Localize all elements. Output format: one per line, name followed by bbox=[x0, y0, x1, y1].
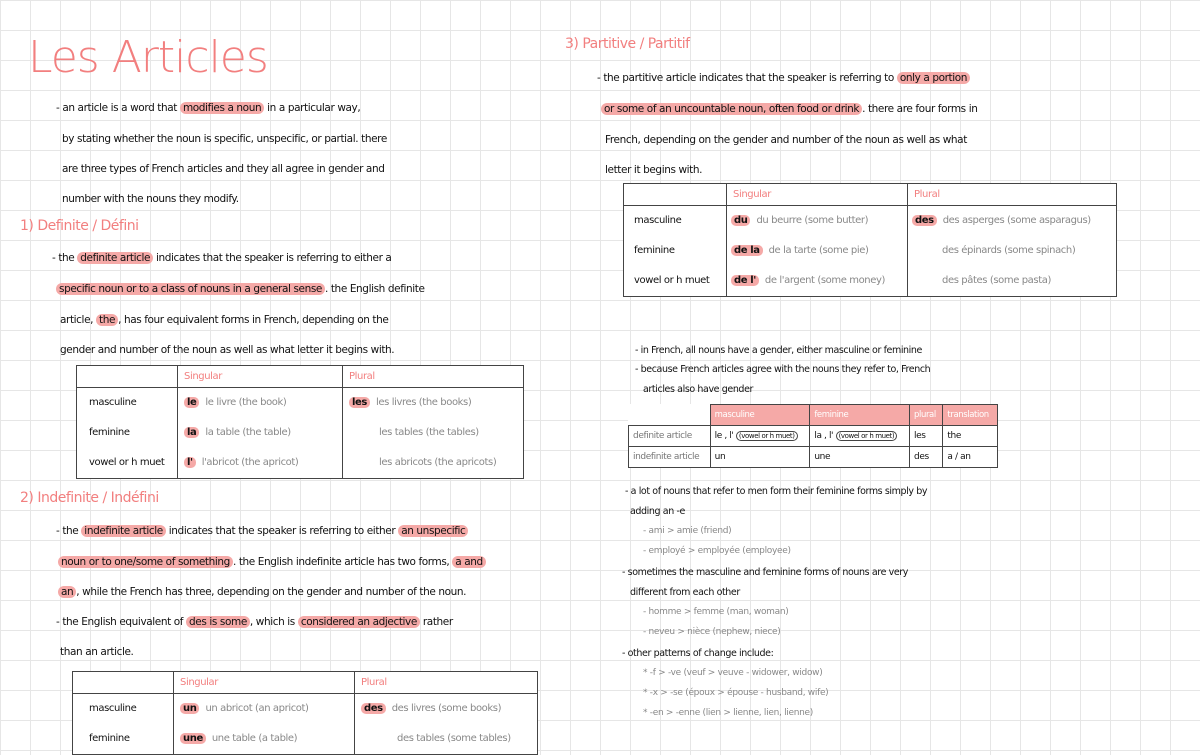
summary-cell: a / an bbox=[943, 446, 998, 467]
example: des asperges (some asparagus) bbox=[942, 215, 1091, 226]
row-label: masculine bbox=[634, 215, 682, 226]
note-line: adding an -e bbox=[630, 506, 685, 517]
article: du bbox=[731, 215, 750, 226]
note-example: - homme > femme (man, woman) bbox=[643, 607, 789, 617]
row-label: feminine bbox=[89, 733, 130, 744]
intro-line-1: - an article is a word that modifies a noun in a particular way, bbox=[56, 102, 361, 114]
partitive-article-table bbox=[623, 183, 1117, 297]
summary-cell: les bbox=[910, 425, 943, 446]
article: des bbox=[361, 703, 386, 714]
highlight: a and bbox=[452, 556, 486, 568]
row-label: feminine bbox=[89, 427, 130, 438]
definite-line-4: gender and number of the noun as well as what letter it begins with. bbox=[60, 344, 395, 356]
summary-row-label: indefinite article bbox=[629, 446, 711, 467]
article: le bbox=[184, 397, 199, 408]
row-label: masculine bbox=[89, 397, 137, 408]
summary-cell: la , l' bbox=[814, 430, 834, 441]
definite-article-table bbox=[76, 365, 524, 479]
example: le livre (the book) bbox=[205, 397, 287, 408]
note-line: - in French, all nouns have a gender, either masculine or feminine bbox=[635, 345, 922, 356]
indefinite-line-5: than an article. bbox=[60, 646, 134, 658]
gender-summary-table bbox=[628, 404, 998, 468]
summary-cell: the bbox=[943, 425, 998, 446]
intro-line-4: number with the nouns they modify. bbox=[62, 193, 239, 205]
intro-line-3: are three types of French articles and they all agree in gender and bbox=[62, 163, 385, 175]
note-example: * -x > -se (époux > épouse - husband, wife) bbox=[643, 688, 829, 698]
highlight: noun or to one/some of something bbox=[58, 556, 233, 568]
highlight: definite article bbox=[77, 252, 153, 264]
note-line: - because French articles agree with the nouns they refer to, French bbox=[635, 364, 931, 375]
highlight: specific noun or to a class of nouns in a general sense bbox=[56, 283, 325, 295]
note-line: - sometimes the masculine and feminine forms of nouns are very bbox=[622, 567, 909, 578]
note-line: articles also have gender bbox=[643, 384, 754, 395]
example: du beurre (some butter) bbox=[756, 215, 869, 226]
plural-header: Plural bbox=[355, 672, 538, 694]
definite-line-3: article, the , has four equivalent forms in French, depending on the bbox=[60, 314, 389, 326]
definite-line-2: specific noun or to a class of nouns in a general sense . the English definite bbox=[56, 283, 425, 295]
indefinite-line-2: noun or to one/some of something . the English indefinite article has two forms, a and bbox=[58, 556, 486, 568]
summary-note: (vowel or h muet) bbox=[736, 431, 798, 441]
note-line: - other patterns of change include: bbox=[622, 648, 774, 659]
row-label: vowel or h muet bbox=[89, 457, 165, 468]
singular-header: Singular bbox=[727, 184, 908, 206]
intro-line-2: by stating whether the noun is specific, unspecific, or partial. there bbox=[62, 133, 387, 145]
indefinite-article-table bbox=[72, 671, 538, 755]
row-label: vowel or h muet bbox=[634, 275, 710, 286]
example: une table (a table) bbox=[211, 733, 298, 744]
note-line: different from each other bbox=[630, 587, 740, 598]
example: la table (the table) bbox=[205, 427, 291, 438]
highlight: an bbox=[58, 586, 76, 598]
partitive-line-4: letter it begins with. bbox=[605, 164, 703, 176]
summary-cell: un bbox=[710, 446, 810, 467]
summary-header: masculine bbox=[710, 405, 810, 426]
example: des livres (some books) bbox=[391, 703, 502, 714]
plural-header: Plural bbox=[343, 366, 524, 388]
example: de la tarte (some pie) bbox=[768, 245, 869, 256]
example: des tables (some tables) bbox=[397, 733, 511, 744]
example: l'abricot (the apricot) bbox=[201, 457, 299, 468]
example: des pâtes (some pasta) bbox=[942, 275, 1051, 286]
highlight: considered an adjective bbox=[298, 616, 420, 628]
partitive-line-1: - the partitive article indicates that the speaker is referring to only a portion bbox=[597, 72, 970, 84]
example: des épinards (some spinach) bbox=[942, 245, 1076, 256]
article: un bbox=[180, 703, 199, 714]
indefinite-line-4: - the English equivalent of des is some , which is considered an adjective rather bbox=[56, 616, 453, 628]
highlight: only a portion bbox=[897, 72, 970, 84]
row-label: masculine bbox=[89, 703, 137, 714]
note-example: * -en > -enne (lien > lienne, lien, lienne) bbox=[643, 708, 813, 718]
article: des bbox=[912, 215, 937, 226]
summary-cell: une bbox=[810, 446, 910, 467]
row-label: feminine bbox=[634, 245, 675, 256]
example: de l'argent (some money) bbox=[764, 275, 885, 286]
summary-cell: des bbox=[910, 446, 943, 467]
page-title: Les Articles bbox=[28, 32, 268, 83]
summary-header: feminine bbox=[810, 405, 910, 426]
indefinite-line-1: - the indefinite article indicates that the speaker is referring to either an unspecific bbox=[56, 525, 468, 537]
article: les bbox=[349, 397, 370, 408]
definite-line-1: - the definite article indicates that the speaker is referring to either a bbox=[52, 252, 392, 264]
note-line: - a lot of nouns that refer to men form their feminine forms simply by bbox=[625, 486, 928, 497]
note-example: - ami > amie (friend) bbox=[643, 526, 732, 536]
section-heading-partitive: 3) Partitive / Partitif bbox=[565, 36, 690, 52]
section-heading-indefinite: 2) Indefinite / Indéfini bbox=[20, 490, 159, 506]
note-example: - employé > employée (employee) bbox=[643, 546, 791, 556]
section-heading-definite: 1) Definite / Défini bbox=[20, 218, 139, 234]
note-example: * -f > -ve (veuf > veuve - widower, widow) bbox=[643, 668, 823, 678]
highlight: des is some bbox=[186, 616, 250, 628]
partitive-line-3: French, depending on the gender and number of the noun as well as what bbox=[605, 134, 967, 146]
note-example: - neveu > nièce (nephew, niece) bbox=[643, 627, 781, 637]
highlight: indefinite article bbox=[81, 525, 166, 537]
article: une bbox=[180, 733, 206, 744]
summary-header: plural bbox=[910, 405, 943, 426]
highlight: an unspecific bbox=[398, 525, 468, 537]
singular-header: Singular bbox=[174, 672, 355, 694]
summary-row-label: definite article bbox=[629, 425, 711, 446]
article: l' bbox=[184, 457, 196, 468]
highlight: or some of an uncountable noun, often food or drink bbox=[601, 103, 862, 115]
singular-header: Singular bbox=[178, 366, 343, 388]
highlight: modifies a noun bbox=[180, 102, 264, 114]
summary-header: translation bbox=[943, 405, 998, 426]
indefinite-line-3: an , while the French has three, depending on the gender and number of the noun. bbox=[58, 586, 466, 598]
plural-header: Plural bbox=[908, 184, 1117, 206]
example: les tables (the tables) bbox=[379, 427, 479, 438]
article: la bbox=[184, 427, 199, 438]
summary-note: (vowel or h muet) bbox=[836, 431, 898, 441]
article: de l' bbox=[731, 275, 759, 286]
example: un abricot (an apricot) bbox=[205, 703, 309, 714]
example: les abricots (the apricots) bbox=[379, 457, 497, 468]
partitive-line-2: or some of an uncountable noun, often food or drink . there are four forms in bbox=[601, 103, 977, 115]
highlight: the bbox=[96, 314, 118, 326]
example: les livres (the books) bbox=[375, 397, 472, 408]
article: de la bbox=[731, 245, 763, 256]
summary-cell: le , l' bbox=[714, 430, 734, 441]
